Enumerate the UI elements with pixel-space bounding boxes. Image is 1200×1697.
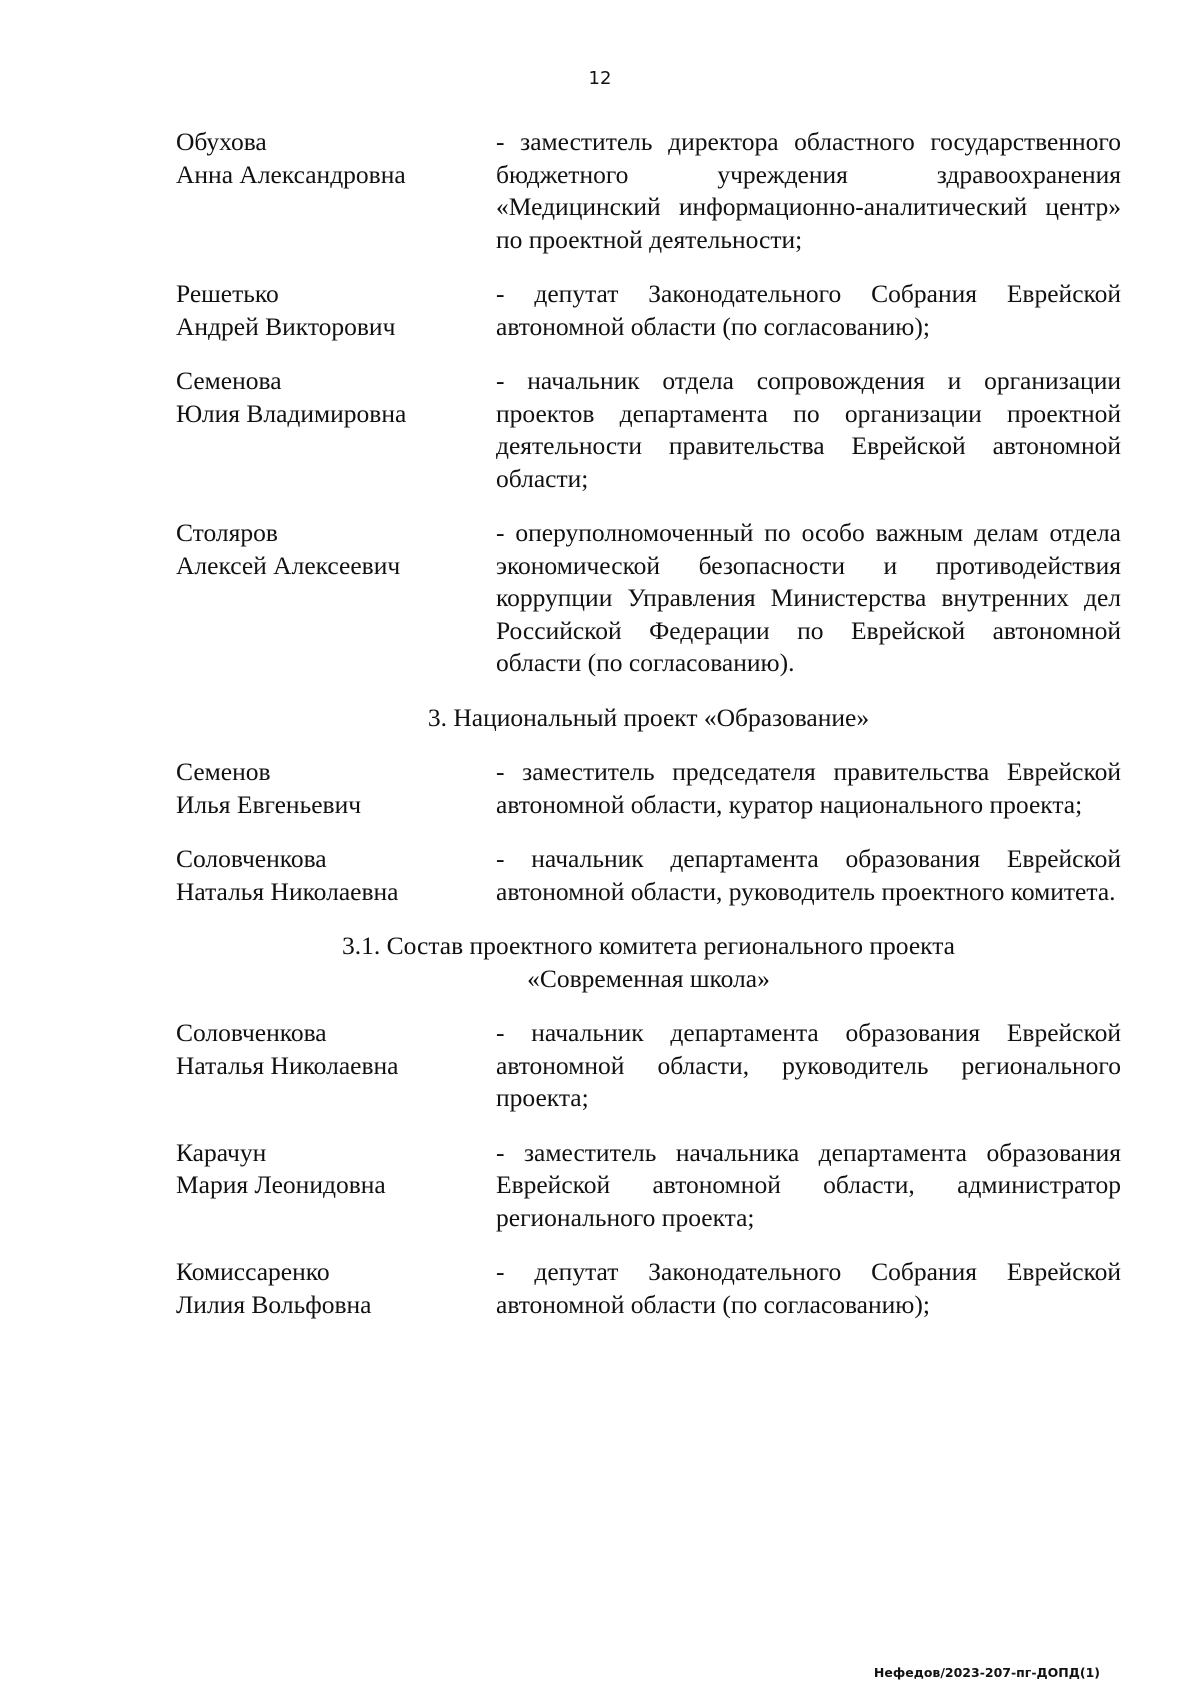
member-role: - заместитель председателя правительства Еврейской автономной области, куратор национального проекта; bbox=[496, 757, 1121, 819]
document-code-footer: Нефедов/2023-207-пг-ДОПД(1) bbox=[873, 1665, 1100, 1680]
member-entry bbox=[176, 517, 1121, 680]
member-given-name: Алексей Алексеевич bbox=[176, 550, 401, 580]
member-role: - депутат Законодательного Собрания Еврейской автономной области (по согласованию); bbox=[496, 279, 1121, 341]
member-role: - оперуполномоченный по особо важным делам отдела экономической безопасности и противодействия коррупции Управления Министерства внутренних дел Российской Федерации по Еврейской автономной области (по согласованию). bbox=[496, 518, 1121, 677]
member-entry bbox=[176, 365, 1121, 495]
member-given-name: Анна Александровна bbox=[176, 159, 406, 189]
member-name bbox=[176, 756, 496, 821]
member-given-name: Наталья Николаевна bbox=[176, 876, 399, 906]
member-name bbox=[176, 278, 496, 343]
member-given-name: Андрей Викторович bbox=[176, 311, 396, 341]
member-surname: Семенов bbox=[176, 757, 271, 786]
member-given-name: Юлия Владимировна bbox=[176, 398, 407, 428]
member-name bbox=[176, 365, 496, 495]
member-surname: Комиссаренко bbox=[176, 1257, 330, 1286]
member-surname: Столяров bbox=[176, 518, 278, 547]
member-name bbox=[176, 126, 496, 256]
member-surname: Соловченкова bbox=[176, 1018, 327, 1047]
member-surname: Карачун bbox=[176, 1137, 267, 1167]
member-entry bbox=[176, 843, 1121, 908]
member-given-name: Наталья Николаевна bbox=[176, 1050, 399, 1080]
subsection-heading-line: 3.1. Состав проектного комитета регионального проекта bbox=[341, 931, 955, 960]
member-given-name: Мария Леонидовна bbox=[176, 1170, 386, 1199]
member-entry bbox=[176, 126, 1121, 256]
member-surname: Обухова bbox=[176, 127, 267, 156]
member-given-name: Лилия Вольфовна bbox=[176, 1289, 372, 1319]
member-name bbox=[176, 517, 496, 680]
member-name bbox=[176, 1017, 496, 1115]
member-entry bbox=[176, 1256, 1121, 1321]
member-surname: Семенова bbox=[176, 366, 282, 395]
member-surname: Решетько bbox=[176, 279, 279, 308]
member-entry bbox=[176, 278, 1121, 343]
document-body bbox=[176, 126, 1121, 1343]
member-given-name: Илья Евгеньевич bbox=[176, 789, 362, 819]
member-entry bbox=[176, 1017, 1121, 1115]
section-heading-text: 3. Национальный проект «Образование» bbox=[427, 702, 870, 732]
member-name bbox=[176, 1137, 496, 1235]
member-role: - начальник отдела сопровождения и организации проектов департамента по организации проектной деятельности правительства Еврейской автономной области; bbox=[496, 366, 1121, 493]
subsection-heading-line: «Современная школа» bbox=[527, 963, 770, 993]
member-role: - заместитель начальника департамента образования Еврейской автономной области, администратор регионального проекта; bbox=[496, 1137, 1121, 1232]
member-name bbox=[176, 843, 496, 908]
member-role: - начальник департамента образования Еврейской автономной области, руководитель регионального проекта; bbox=[496, 1018, 1121, 1112]
member-role: - депутат Законодательного Собрания Еврейской автономной области (по согласованию); bbox=[496, 1257, 1121, 1319]
member-surname: Соловченкова bbox=[176, 844, 327, 873]
section-heading bbox=[176, 702, 1121, 735]
page-number: 12 bbox=[588, 68, 612, 89]
member-entry bbox=[176, 1137, 1121, 1235]
member-name bbox=[176, 1256, 496, 1321]
member-entry bbox=[176, 756, 1121, 821]
subsection-heading bbox=[176, 930, 1121, 995]
member-role: - начальник департамента образования Еврейской автономной области, руководитель проектного комитета. bbox=[496, 844, 1121, 906]
member-role: - заместитель директора областного государственного бюджетного учреждения здравоохранения «Медицинский информационно-аналитический центр» по проектной деятельности; bbox=[496, 127, 1121, 254]
